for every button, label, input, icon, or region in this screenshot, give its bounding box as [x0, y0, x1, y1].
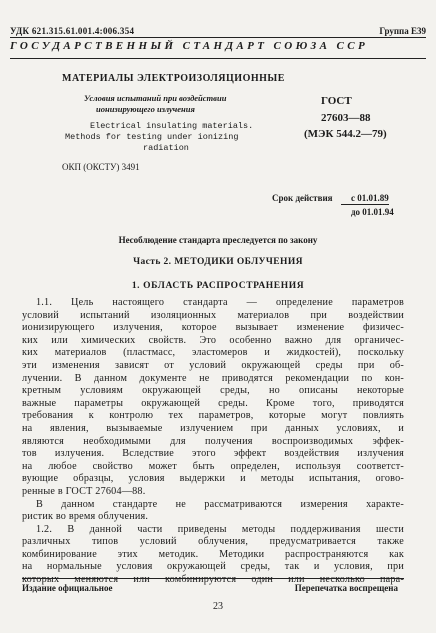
english-title-line3: radiation: [143, 143, 189, 153]
body-line: являются необходимыми для получения воспроизводимых эффек-: [22, 435, 404, 447]
state-standard-banner: ГОСУДАРСТВЕННЫЙ СТАНДАРТ СОЮЗА ССР: [10, 40, 369, 52]
body-line: В данном стандарте не рассматриваются измерения характе-: [36, 498, 404, 510]
iec-reference: (МЭК 544.2—79): [304, 128, 387, 140]
page-number: 23: [213, 601, 223, 612]
body-line: лучении. В данном документе не приводятся рекомендации по кон-: [22, 372, 404, 384]
body-line: ренные в ГОСТ 27604—88.: [22, 485, 146, 497]
body-line: комбинирование этих методик. Методики распространяются как: [22, 548, 404, 560]
body-line: 1.1. Цель настоящего стандарта — определение параметров: [36, 297, 404, 308]
part-heading: Часть 2. МЕТОДИКИ ОБЛУЧЕНИЯ: [133, 257, 303, 267]
document-subtitle-line2: ионизирующего излучения: [96, 104, 195, 114]
body-line: ионизирующего излучения, которое вызывает изменение физичес-: [22, 322, 404, 334]
effective-to: до 01.01.94: [351, 207, 394, 217]
group-code: Группа Е39: [379, 26, 426, 36]
section-heading: 1. ОБЛАСТЬ РАСПРОСТРАНЕНИЯ: [131, 281, 305, 291]
body-line: кретным условиям окружающей среды, но описаны некоторые: [22, 385, 404, 397]
footer-rule: [22, 578, 404, 579]
effective-divider: [341, 204, 389, 205]
body-line: которых меняются или комбинируются один или несколько пара-: [22, 574, 404, 586]
legal-notice: Несоблюдение стандарта преследуется по закону: [118, 235, 318, 245]
okp-code: ОКП (ОКСТУ) 3491: [62, 162, 140, 172]
body-line: ких материалов (пластмасс, эластомеров и жидкостей), поскольку: [22, 347, 404, 359]
official-edition-label: Издание официальное: [22, 583, 113, 593]
english-title-line2: Methods for testing under ionizing: [65, 132, 239, 142]
body-line: требования к контролю тех параметров, которые могут повлиять: [22, 410, 404, 422]
body-line: ких или химических свойств. Это особенно важно для органичес-: [22, 334, 404, 346]
header-rule-top: [10, 37, 426, 38]
gost-label: ГОСТ: [321, 95, 352, 107]
body-line: ристик во время облучения.: [22, 511, 149, 523]
udc-code: УДК 621.315.61.001.4:006.354: [10, 26, 135, 36]
header-rule-bottom: [10, 58, 426, 59]
body-line: важные параметры окружающей среды. Кроме того, приводятся: [22, 397, 404, 409]
english-title-line1: Electrical insulating materials.: [90, 121, 254, 131]
body-line: на явления, вызываемые излучением при данных условиях, и: [22, 422, 404, 434]
body-line: на нормальные условия окружающей среды, так и условия, при: [22, 561, 404, 573]
body-line: тов излучения. Вследствие этого эффект воздействия излучения: [22, 448, 404, 460]
document-subtitle-line1: Условия испытаний при воздействии: [84, 93, 227, 103]
body-text: [22, 297, 404, 587]
body-line: условий испытаний изоляционных материалов при воздействии: [22, 309, 404, 321]
body-line: эти изменения зависят от условий окружающей среды при об-: [22, 359, 404, 371]
effective-from: с 01.01.89: [351, 193, 389, 203]
body-line: на любое свойство может быть определен, используя соответст-: [22, 460, 404, 472]
body-line: вующие образцы, условия выдержки и методы испытания, огово-: [22, 473, 404, 485]
body-line: 1.2. В данной части приведены методы поддерживания шести: [36, 523, 404, 535]
gost-number: 27603—88: [321, 112, 371, 124]
body-line: различных типов условий облучения, предусматривается также: [22, 536, 404, 548]
reprint-prohibited-label: Перепечатка воспрещена: [294, 583, 398, 593]
document-title: МАТЕРИАЛЫ ЭЛЕКТРОИЗОЛЯЦИОННЫЕ: [62, 73, 285, 84]
effective-period-label: Срок действия: [272, 193, 333, 203]
